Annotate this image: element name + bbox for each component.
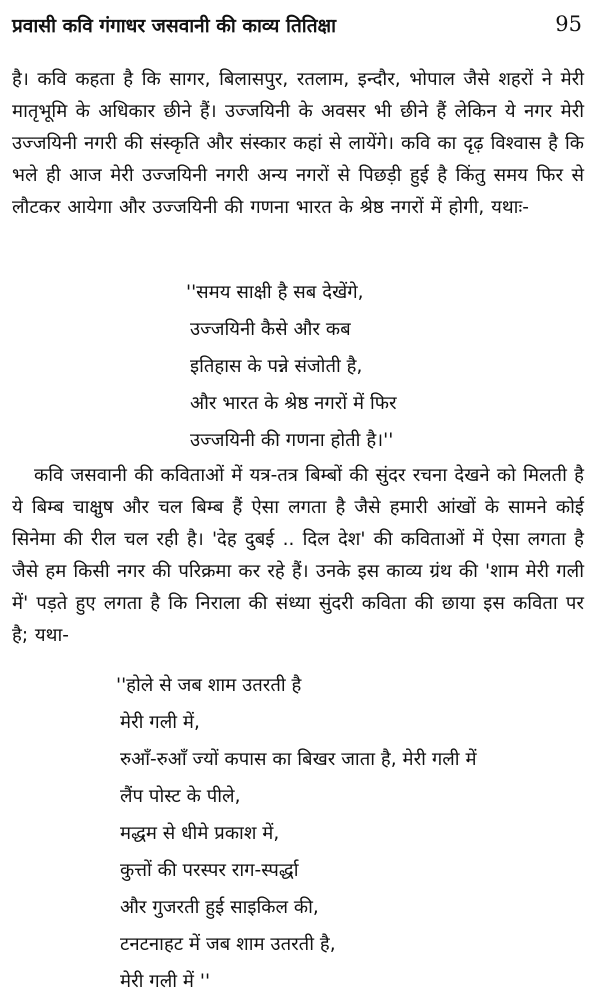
poem-line: और गुजरती हुई साइकिल की, (120, 897, 319, 918)
poem-quote-2 (116, 667, 477, 1000)
poem-line: इतिहास के पन्ने संजोती है, (190, 356, 363, 377)
poem-line: मेरी गली में, (120, 712, 200, 733)
poem-line: लैंप पोस्ट के पीले, (120, 786, 241, 807)
poem-quote-1 (186, 274, 397, 459)
poem-line: कुत्तों की परस्पर राग-स्पर्द्धा (120, 860, 299, 881)
poem-line: रुआँ-रुआँ ज्यों कपास का बिखर जाता है, मेरी गली में (120, 749, 477, 770)
paragraph-2 (12, 460, 584, 652)
poem-line: ''समय साक्षी है सब देखेंगे, (186, 282, 364, 303)
paragraph-2-text: कवि जसवानी की कविताओं में यत्र-तत्र बिम्बों की सुंदर रचना देखने को मिलती है ये बिम्ब चाक्षुष और चल बिम्ब हैं ऐसा लगता है जैसे हमारी आंखों के सामने कोई सिनेमा की रील चल रही है। 'देह दुबई .. दिल देश' की कविताओं में ऐसा लगता है जैसे हम किसी नगर की परिक्रमा कर रहे हैं। उनके इस काव्य ग्रंथ की 'शाम मेरी गली में' पड़ते हुए लगता है कि निराला की संध्या सुंदरी कविता की छाया इस कविता पर है; यथा- (12, 465, 584, 646)
running-title: प्रवासी कवि गंगाधर जसवानी की काव्य तितिक्षा (12, 15, 337, 37)
poem-line: टनटनाहट में जब शाम उतरती है, (120, 934, 336, 955)
poem-line: और भारत के श्रेष्ठ नगरों में फिर (190, 393, 397, 414)
poem-line: ''होले से जब शाम उतरती है (116, 675, 302, 696)
poem-line: उज्जयिनी कैसे और कब (190, 319, 351, 340)
poem-line: मद्धम से धीमे प्रकाश में, (120, 823, 280, 844)
page-number: 95 (555, 12, 582, 36)
paragraph-1-text: है। कवि कहता है कि सागर, बिलासपुर, रतलाम, इन्दौर, भोपाल जैसे शहरों ने मेरी मातृभूमि के अधिकार छीने हैं। उज्जयिनी के अवसर भी छीने हैं लेकिन ये नगर मेरी उज्जयिनी नगरी की संस्कृति और संस्कार कहां से लायेंगे। कवि का दृढ़ विश्वास है कि भले ही आज मेरी उज्जयिनी नगरी अन्य नगरों से पिछड़ी हुई है किंतु समय फिर से लौटकर आयेगा और उज्जयिनी की गणना भारत के श्रेष्ठ नगरों में होगी, यथाः- (12, 69, 584, 218)
poem-line: उज्जयिनी की गणना होती है।'' (190, 430, 394, 451)
paragraph-1 (12, 64, 584, 224)
page-header (12, 8, 582, 48)
poem-line: मेरी गली में '' (120, 971, 211, 992)
